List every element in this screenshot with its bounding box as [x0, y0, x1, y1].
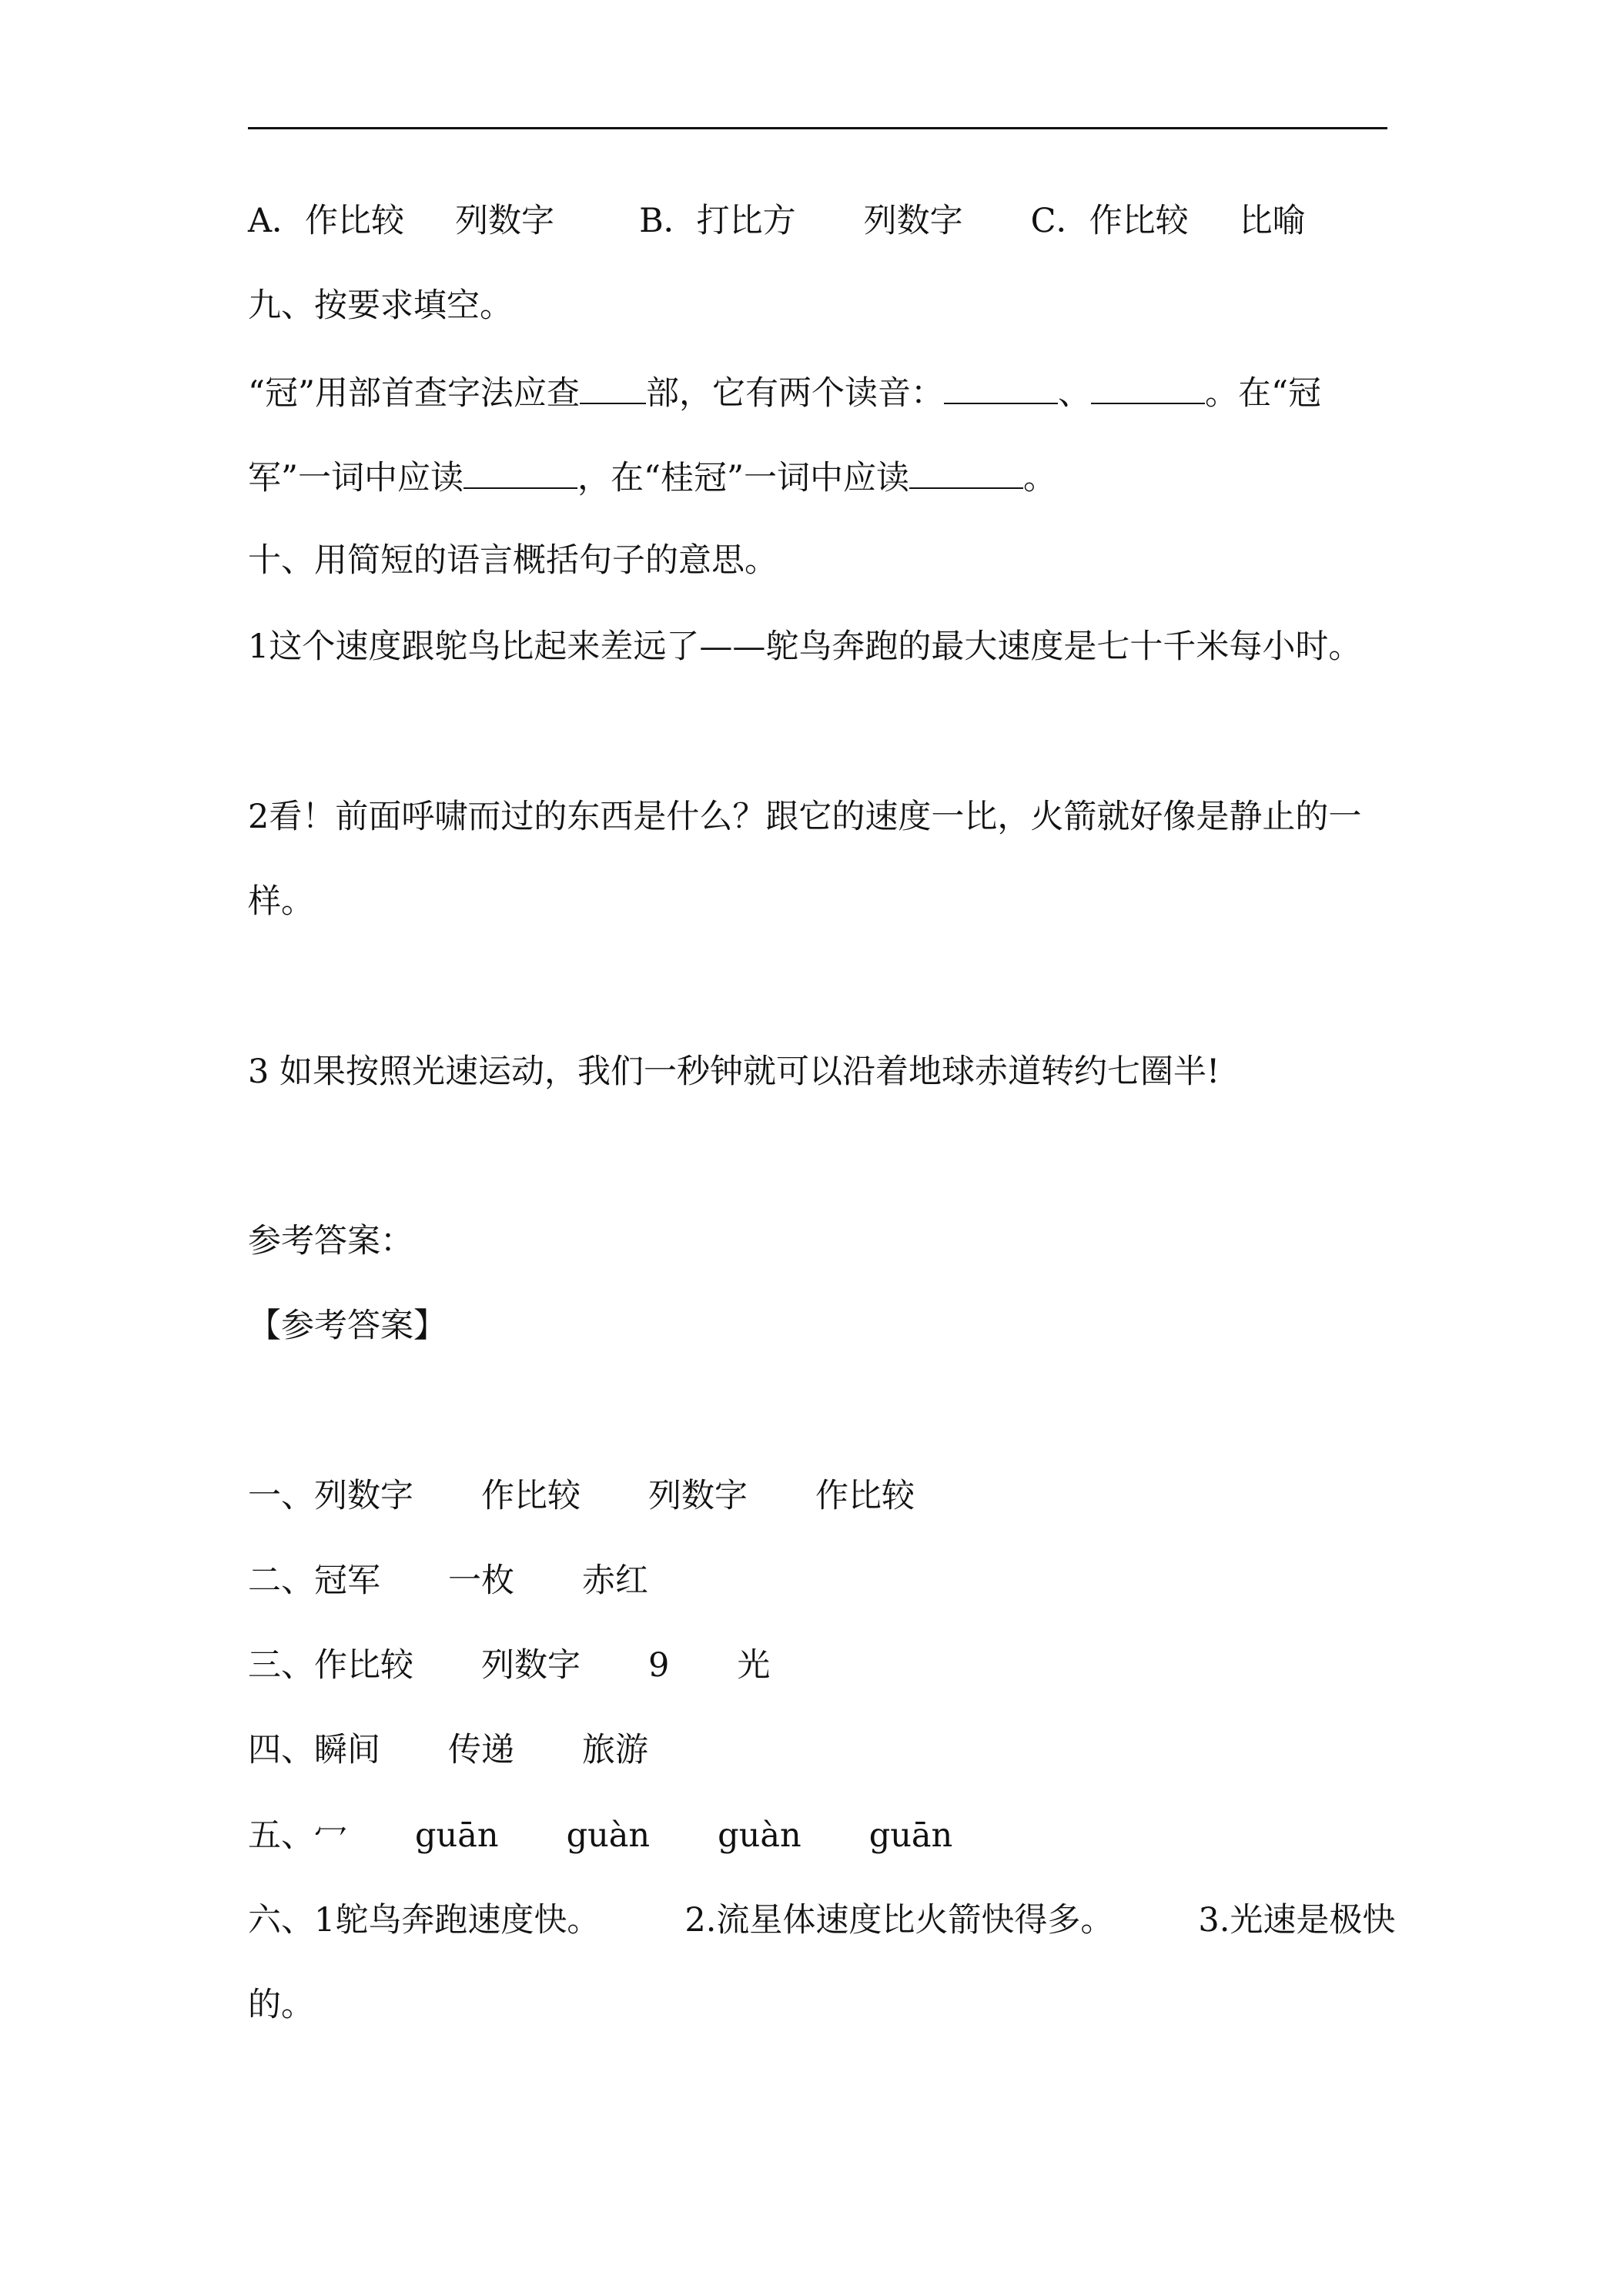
answer-item: 三、作比较	[248, 1646, 413, 1685]
answer-item: 光	[737, 1646, 771, 1685]
answer-item: 赤红	[582, 1561, 648, 1600]
q9-text: 。在“冠	[1204, 374, 1321, 413]
answer-item: 作比较	[481, 1477, 581, 1515]
option-b-second: 列数字	[863, 202, 963, 240]
answer-2	[248, 1558, 648, 1604]
q9-text: 部，它有两个读音：	[645, 374, 944, 413]
answer-item: 五、冖	[248, 1816, 347, 1855]
fill-blank[interactable]	[1091, 369, 1205, 404]
answer-item: 列数字	[481, 1646, 581, 1685]
answer-item: 作比较	[815, 1477, 915, 1515]
answer-item: 四、瞬间	[248, 1731, 380, 1769]
answer-3	[248, 1642, 770, 1689]
answer-6	[248, 1897, 1395, 1943]
option-c-second: 比喻	[1239, 202, 1306, 240]
answer-item: 列数字	[648, 1477, 748, 1515]
answer-item: 一枚	[448, 1561, 514, 1600]
q9-text: ，在“桂冠”一词中应读	[577, 459, 909, 497]
option-a: A．作比较	[248, 202, 405, 240]
fill-blank[interactable]	[580, 369, 646, 404]
option-a-second: 列数字	[455, 202, 555, 240]
q9-title: 九、按要求填空。	[248, 286, 513, 325]
answer-6-cont: 的。	[248, 1986, 314, 2024]
answers-bracket-heading: 【参考答案】	[248, 1307, 447, 1345]
answer-4	[248, 1727, 648, 1773]
answer-item: guān	[868, 1816, 953, 1855]
answer-item: 传递	[448, 1731, 514, 1769]
answer-item: 旅游	[582, 1731, 648, 1769]
answer-item: guàn	[566, 1816, 651, 1855]
answer-5	[248, 1812, 952, 1859]
fill-blank[interactable]	[909, 454, 1023, 489]
top-rule	[248, 127, 1387, 129]
fill-blank[interactable]	[944, 369, 1058, 404]
answer-item: 六、1鸵鸟奔跑速度快。	[248, 1901, 601, 1940]
q10-sentence-3: 3 如果按照光速运动，我们一秒钟就可以沿着地球赤道转约七圈半!	[248, 1053, 1220, 1091]
fill-blank[interactable]	[463, 454, 577, 489]
answer-item: 3.光速是极快	[1198, 1901, 1396, 1940]
q9-text: 军”一词中应读	[248, 459, 463, 497]
q9-line-1	[248, 369, 1321, 417]
answer-1	[248, 1473, 915, 1519]
option-b: B．打比方	[639, 202, 796, 240]
answer-item: 一、列数字	[248, 1477, 413, 1515]
q9-text: “冠”用部首查字法应查	[248, 374, 580, 413]
q9-text: 。	[1022, 459, 1056, 497]
q10-sentence-2: 2看！前面呼啸而过的东西是什么？跟它的速度一比，火箭就好像是静止的一	[248, 798, 1362, 836]
q10-sentence-2-cont: 样。	[248, 882, 314, 921]
answer-item: 9	[648, 1646, 670, 1685]
q9-line-2	[248, 454, 1056, 501]
answer-item: guān	[415, 1816, 499, 1855]
answer-item: 二、冠军	[248, 1561, 380, 1600]
q9-text: 、	[1057, 374, 1091, 413]
answer-item: guàn	[718, 1816, 801, 1855]
q10-title: 十、用简短的语言概括句子的意思。	[248, 541, 778, 580]
answers-heading: 参考答案：	[248, 1222, 413, 1260]
answer-item: 2.流星体速度比火箭快得多。	[684, 1901, 1114, 1940]
q10-sentence-1: 1这个速度跟鸵鸟比起来差远了——鸵鸟奔跑的最大速度是七十千米每小时。	[248, 628, 1362, 666]
options-row	[248, 198, 1306, 244]
option-c: C．作比较	[1030, 202, 1189, 240]
